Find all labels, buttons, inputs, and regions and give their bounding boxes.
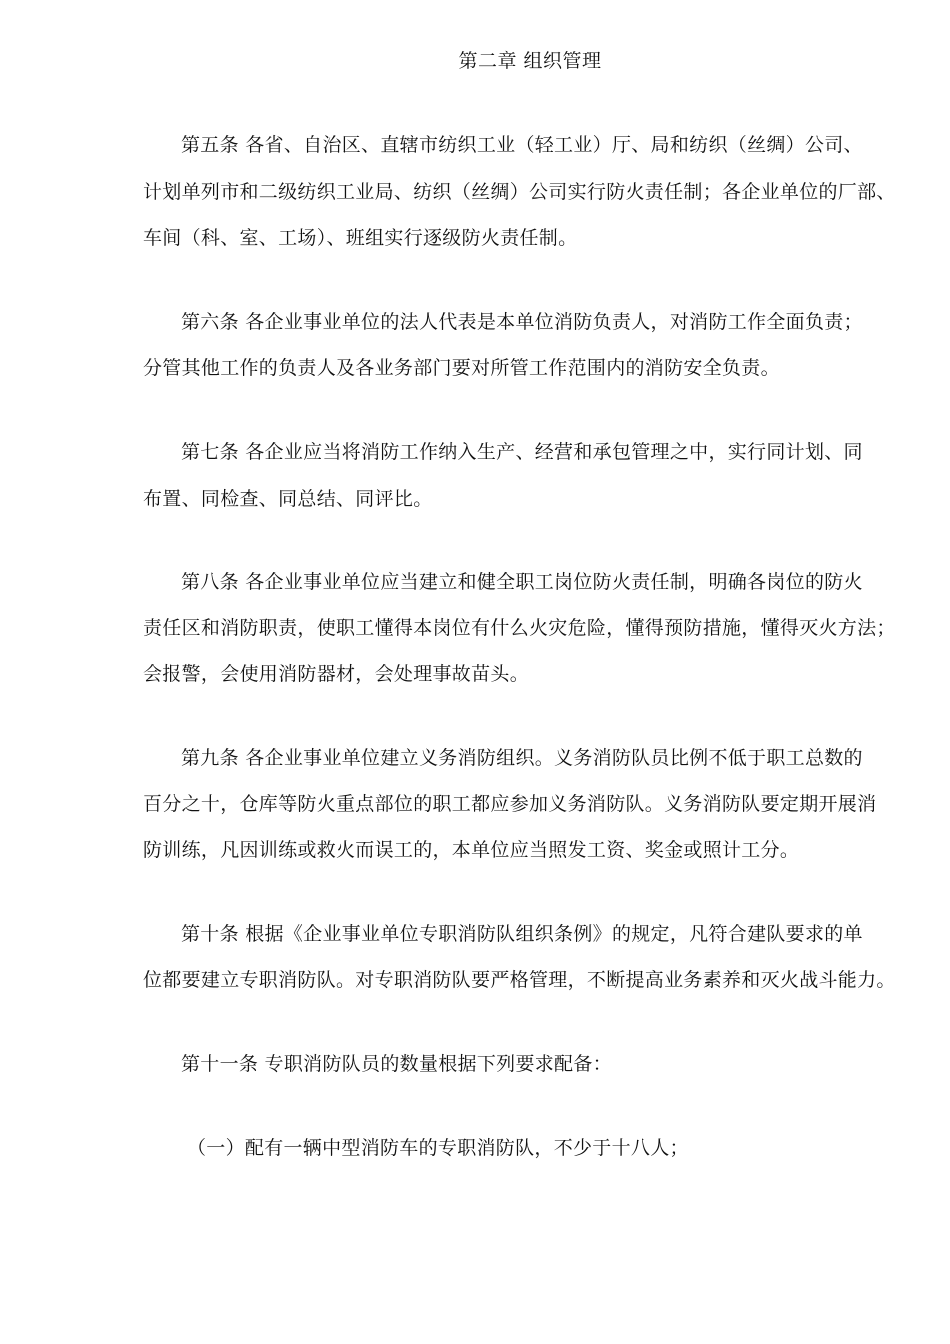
- article-11-line-1: 第十一条 专职消防队员的数量根据下列要求配备：: [181, 1053, 612, 1075]
- article-11-item-1: （一）配有一辆中型消防车的专职消防队，不少于十八人；: [187, 1137, 689, 1159]
- article-8-line-3: 会报警，会使用消防器材，会处理事故苗头。: [143, 663, 530, 685]
- article-7-line-1: 第七条 各企业应当将消防工作纳入生产、经营和承包管理之中，实行同计划、同: [181, 441, 863, 463]
- article-9-line-2: 百分之十，仓库等防火重点部位的职工都应参加义务消防队。义务消防队要定期开展消: [143, 793, 877, 815]
- article-5-line-3: 车间（科、室、工场）、班组实行逐级防火责任制。: [143, 227, 578, 249]
- article-10-line-1: 第十条 根据《企业事业单位专职消防队组织条例》的规定，凡符合建队要求的单: [181, 923, 863, 945]
- article-5-line-2: 计划单列市和二级纺织工业局、纺织（丝绸）公司实行防火责任制；各企业单位的厂部、: [143, 181, 896, 203]
- article-7-line-2: 布置、同检查、同总结、同评比。: [143, 488, 433, 510]
- article-6-line-1: 第六条 各企业事业单位的法人代表是本单位消防负责人，对消防工作全面负责；: [181, 311, 863, 333]
- article-8-line-1: 第八条 各企业事业单位应当建立和健全职工岗位防火责任制，明确各岗位的防火: [181, 571, 863, 593]
- article-10-line-2: 位都要建立专职消防队。对专职消防队要严格管理，不断提高业务素养和灭火战斗能力。: [143, 969, 896, 991]
- article-6-line-2: 分管其他工作的负责人及各业务部门要对所管工作范围内的消防安全负责。: [143, 357, 780, 379]
- article-9-line-1: 第九条 各企业事业单位建立义务消防组织。义务消防队员比例不低于职工总数的: [181, 747, 863, 769]
- article-8-line-2: 责任区和消防职责，使职工懂得本岗位有什么火灾危险，懂得预防措施，懂得灭火方法；: [143, 617, 896, 639]
- article-9-line-3: 防训练，凡因训练或救火而误工的，本单位应当照发工资、奖金或照计工分。: [143, 839, 800, 861]
- article-5-line-1: 第五条 各省、自治区、直辖市纺织工业（轻工业）厅、局和纺织（丝绸）公司、: [181, 134, 863, 156]
- chapter-title: 第二章 组织管理: [458, 50, 602, 72]
